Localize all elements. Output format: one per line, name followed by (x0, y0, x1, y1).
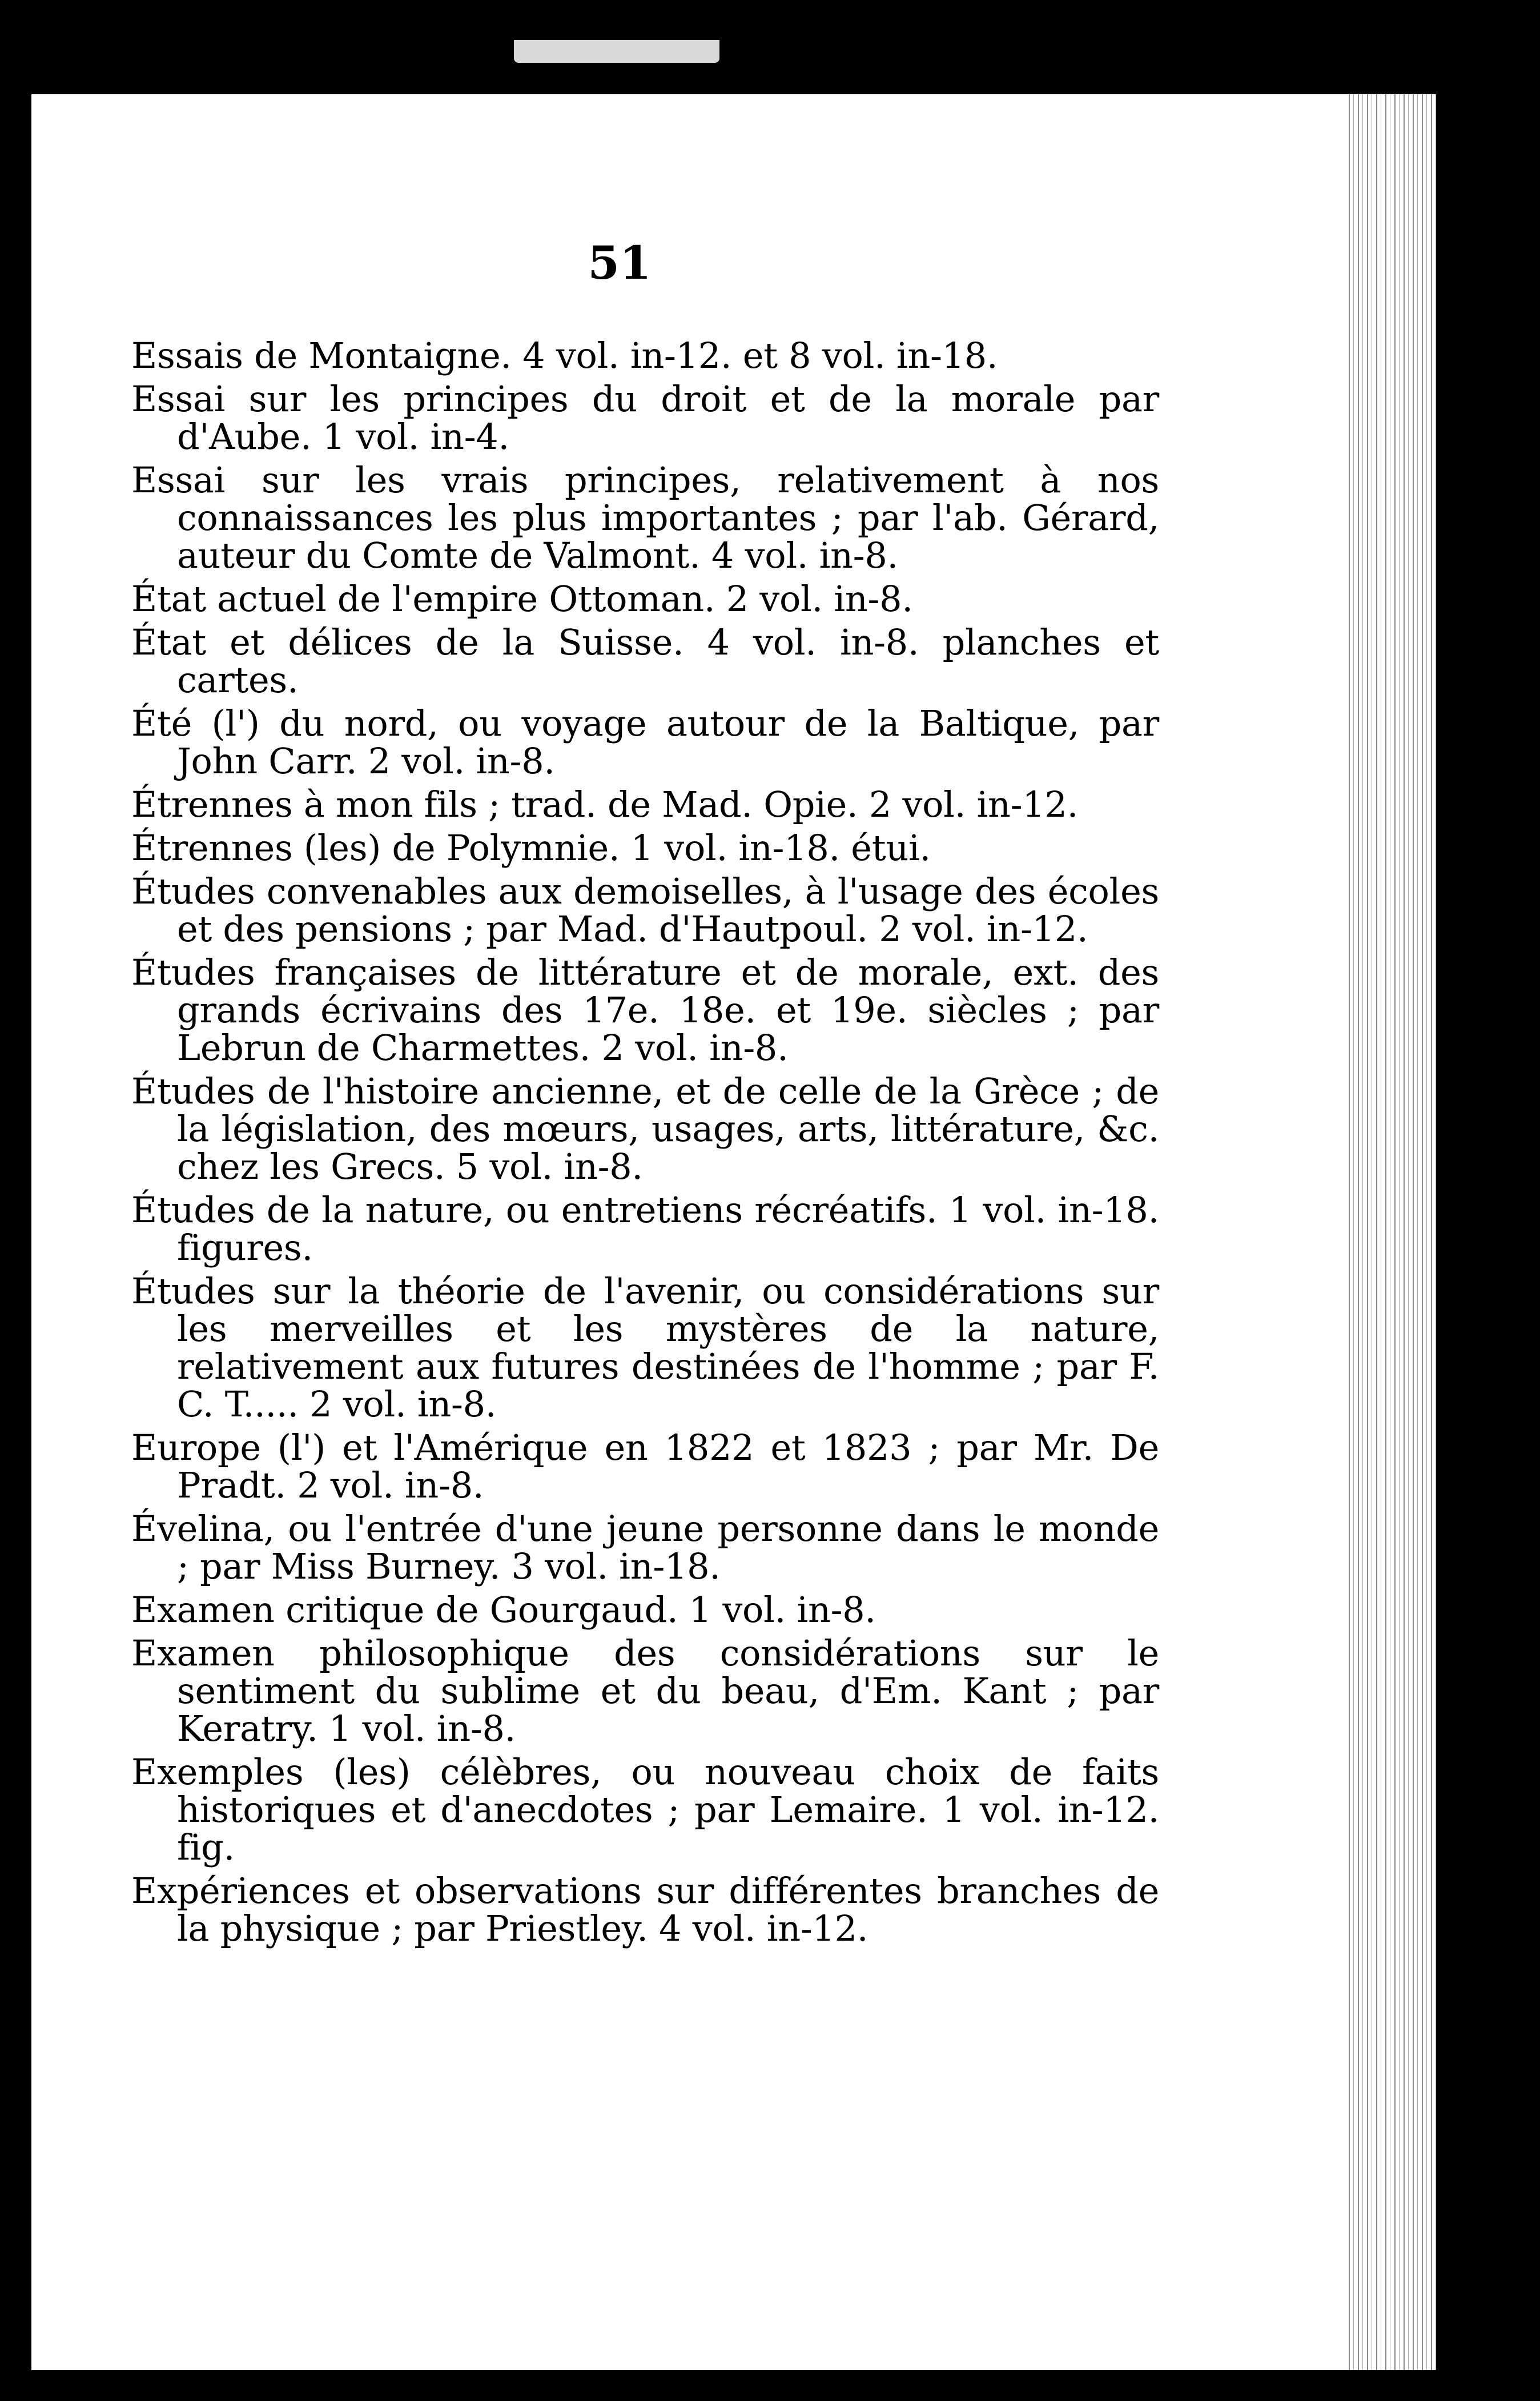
catalog-entry: Essai sur les vrais principes, relativement à nos connaissances les plus importantes ; par l'ab. Gérard, auteur du Comte de Valmont. 4 vol. in-8. (131, 459, 1159, 576)
catalog-entry: Étrennes à mon fils ; trad. de Mad. Opie. 2 vol. in-12. (131, 784, 1079, 825)
catalog-entry: Études convenables aux demoiselles, à l'usage des écoles et des pensions ; par Mad. d'Hautpoul. 2 vol. in-12. (131, 870, 1159, 950)
page-top-tab (514, 40, 719, 63)
catalog-entry: Europe (l') et l'Amérique en 1822 et 1823 ; par Mr. De Pradt. 2 vol. in-8. (131, 1427, 1159, 1506)
catalog-entry: Examen philosophique des considérations sur le sentiment du sublime et du beau, d'Em. Kant ; par Keratry. 1 vol. in-8. (131, 1632, 1159, 1749)
page-edge-shadow (1345, 94, 1436, 2370)
catalog-entry: Expériences et observations sur différentes branches de la physique ; par Priestley. 4 vol. in-12. (131, 1870, 1159, 1949)
page-number: 51 (588, 236, 652, 290)
catalog-entry-list (131, 337, 1159, 1953)
catalog-entry: Étrennes (les) de Polymnie. 1 vol. in-18. étui. (131, 827, 931, 869)
catalog-entry: Évelina, ou l'entrée d'une jeune personne dans le monde ; par Miss Burney. 3 vol. in-18. (131, 1508, 1159, 1587)
catalog-entry: Examen critique de Gourgaud. 1 vol. in-8. (131, 1589, 876, 1631)
catalog-entry: Études de la nature, ou entretiens récréatifs. 1 vol. in-18. figures. (131, 1189, 1159, 1268)
catalog-entry: Essais de Montaigne. 4 vol. in-12. et 8 vol. in-18. (131, 335, 998, 376)
catalog-entry: Études françaises de littérature et de morale, ext. des grands écrivains des 17e. 18e. et 19e. siècles ; par Lebrun de Charmettes. 2 vol. in-8. (131, 951, 1159, 1069)
catalog-entry: Études de l'histoire ancienne, et de celle de la Grèce ; de la législation, des mœurs, usages, arts, littérature, &c. chez les Grecs. 5 vol. in-8. (131, 1070, 1159, 1187)
catalog-entry: État actuel de l'empire Ottoman. 2 vol. in-8. (131, 578, 913, 620)
catalog-entry: Essai sur les principes du droit et de la morale par d'Aube. 1 vol. in-4. (131, 378, 1159, 457)
catalog-entry: État et délices de la Suisse. 4 vol. in-8. planches et cartes. (131, 621, 1159, 701)
catalog-entry: Études sur la théorie de l'avenir, ou considérations sur les merveilles et les mystères de la nature, relativement aux futures destinées de l'homme ; par F. C. T..... 2 vol. in-8. (131, 1270, 1159, 1425)
catalog-entry: Été (l') du nord, ou voyage autour de la Baltique, par John Carr. 2 vol. in-8. (131, 702, 1159, 782)
catalog-entry: Exemples (les) célèbres, ou nouveau choix de faits historiques et d'anecdotes ; par Lemaire. 1 vol. in-12. fig. (131, 1751, 1159, 1868)
